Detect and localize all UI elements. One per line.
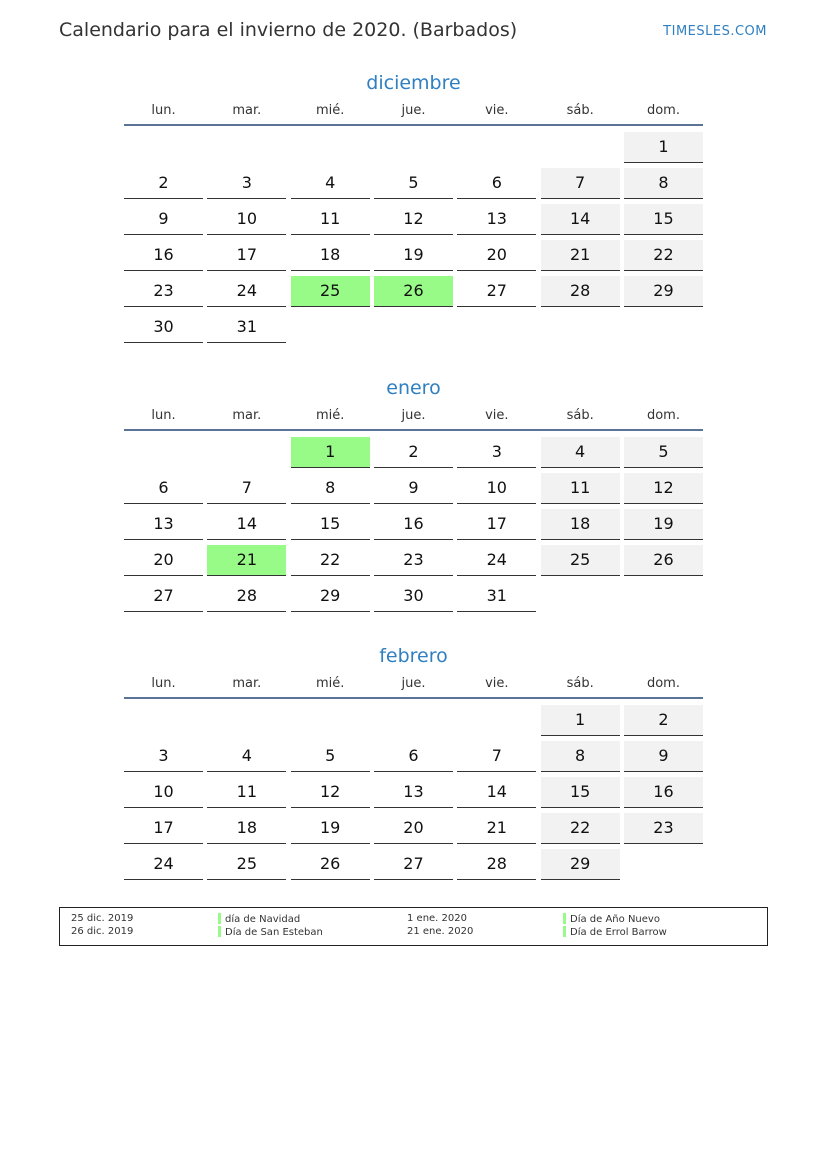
month-name: enero	[386, 377, 441, 399]
weekday-label: dom.	[646, 676, 680, 691]
day-cell: 3	[457, 437, 536, 468]
empty-cell	[374, 132, 453, 164]
day-cell: 16	[124, 240, 203, 271]
weekday-label: lun.	[151, 408, 176, 423]
legend-date: 25 dic. 2019	[71, 913, 134, 924]
empty-cell	[124, 705, 203, 737]
holiday-day-cell: 26	[374, 276, 453, 307]
weekday-header	[124, 98, 703, 126]
day-cell: 31	[207, 312, 286, 343]
holiday-swatch	[563, 913, 566, 924]
weekday-label: jue.	[401, 103, 426, 118]
weekday-label: vie.	[485, 103, 509, 118]
weekday-label: sáb.	[566, 408, 594, 423]
day-cell: 25	[541, 545, 620, 576]
empty-cell	[457, 705, 536, 737]
legend-label: Día de Errol Barrow	[570, 927, 667, 938]
empty-cell	[207, 132, 286, 164]
weekday-label: sáb.	[566, 676, 594, 691]
day-cell: 25	[207, 849, 286, 880]
day-cell: 21	[541, 240, 620, 271]
page-title: Calendario para el invierno de 2020. (Barbados)	[59, 19, 518, 41]
weekday-label: mar.	[232, 408, 262, 423]
empty-cell	[291, 705, 370, 737]
legend-item	[218, 926, 323, 938]
day-cell: 15	[624, 204, 703, 235]
day-cell: 18	[291, 240, 370, 271]
legend-date: 26 dic. 2019	[71, 926, 134, 937]
day-cell: 8	[291, 473, 370, 504]
day-cell: 27	[374, 849, 453, 880]
weekday-label: lun.	[151, 103, 176, 118]
day-cell: 12	[291, 777, 370, 808]
day-cell: 22	[541, 813, 620, 844]
day-cell: 17	[207, 240, 286, 271]
holiday-swatch	[563, 926, 566, 937]
day-cell: 14	[457, 777, 536, 808]
weekday-label: vie.	[485, 408, 509, 423]
day-cell: 9	[374, 473, 453, 504]
day-grid	[124, 437, 703, 613]
day-cell: 18	[207, 813, 286, 844]
empty-cell	[291, 132, 370, 164]
day-cell: 23	[624, 813, 703, 844]
day-cell: 2	[624, 705, 703, 736]
day-cell: 7	[457, 741, 536, 772]
day-cell: 18	[541, 509, 620, 540]
day-cell: 19	[291, 813, 370, 844]
day-cell: 28	[541, 276, 620, 307]
day-cell: 22	[624, 240, 703, 271]
day-cell: 14	[541, 204, 620, 235]
day-cell: 2	[124, 168, 203, 199]
month-calendar-january	[124, 373, 703, 613]
legend-item	[563, 926, 667, 938]
empty-cell	[374, 705, 453, 737]
day-cell: 23	[374, 545, 453, 576]
day-cell: 26	[291, 849, 370, 880]
day-cell: 9	[124, 204, 203, 235]
empty-cell	[457, 132, 536, 164]
holiday-day-cell: 21	[207, 545, 286, 576]
day-cell: 12	[374, 204, 453, 235]
day-cell: 13	[374, 777, 453, 808]
day-cell: 31	[457, 581, 536, 612]
day-cell: 2	[374, 437, 453, 468]
weekday-label: mié.	[315, 408, 345, 423]
legend-item	[563, 913, 660, 925]
weekday-header	[124, 671, 703, 699]
day-cell: 16	[374, 509, 453, 540]
holiday-legend	[59, 907, 768, 946]
empty-cell	[541, 132, 620, 164]
legend-label: día de Navidad	[225, 914, 301, 925]
day-cell: 5	[374, 168, 453, 199]
day-cell: 5	[624, 437, 703, 468]
day-cell: 27	[457, 276, 536, 307]
weekday-label: sáb.	[566, 103, 594, 118]
day-cell: 27	[124, 581, 203, 612]
weekday-label: mar.	[232, 103, 262, 118]
day-cell: 10	[124, 777, 203, 808]
weekday-label: mié.	[315, 103, 345, 118]
day-cell: 13	[457, 204, 536, 235]
day-cell: 16	[624, 777, 703, 808]
day-cell: 19	[624, 509, 703, 540]
day-cell: 24	[207, 276, 286, 307]
legend-date: 1 ene. 2020	[407, 913, 467, 924]
day-cell: 10	[207, 204, 286, 235]
day-cell: 8	[624, 168, 703, 199]
month-name: diciembre	[366, 72, 461, 94]
month-calendar-december	[124, 68, 703, 344]
empty-cell	[124, 437, 203, 469]
day-cell: 14	[207, 509, 286, 540]
weekday-label: mié.	[315, 676, 345, 691]
weekday-label: dom.	[646, 408, 680, 423]
day-cell: 4	[207, 741, 286, 772]
weekday-label: jue.	[401, 676, 426, 691]
day-cell: 6	[374, 741, 453, 772]
day-cell: 28	[207, 581, 286, 612]
month-calendar-february	[124, 641, 703, 881]
holiday-day-cell: 1	[291, 437, 370, 468]
day-cell: 29	[291, 581, 370, 612]
empty-cell	[207, 705, 286, 737]
day-cell: 29	[541, 849, 620, 880]
weekday-label: vie.	[485, 676, 509, 691]
day-cell: 20	[124, 545, 203, 576]
day-cell: 29	[624, 276, 703, 307]
day-cell: 24	[457, 545, 536, 576]
day-cell: 11	[291, 204, 370, 235]
legend-label: Día de Año Nuevo	[570, 914, 660, 925]
day-cell: 9	[624, 741, 703, 772]
day-cell: 28	[457, 849, 536, 880]
day-grid	[124, 132, 703, 344]
day-cell: 13	[124, 509, 203, 540]
weekday-label: mar.	[232, 676, 262, 691]
legend-date: 21 ene. 2020	[407, 926, 474, 937]
day-cell: 17	[124, 813, 203, 844]
day-cell: 6	[457, 168, 536, 199]
day-cell: 17	[457, 509, 536, 540]
day-cell: 19	[374, 240, 453, 271]
day-cell: 4	[291, 168, 370, 199]
holiday-swatch	[218, 926, 221, 937]
holiday-swatch	[218, 913, 221, 924]
day-cell: 7	[207, 473, 286, 504]
day-cell: 30	[124, 312, 203, 343]
legend-label: Día de San Esteban	[225, 927, 323, 938]
day-grid	[124, 705, 703, 881]
day-cell: 11	[207, 777, 286, 808]
day-cell: 5	[291, 741, 370, 772]
day-cell: 15	[291, 509, 370, 540]
day-cell: 24	[124, 849, 203, 880]
day-cell: 6	[124, 473, 203, 504]
month-name: febrero	[379, 645, 448, 667]
brand-link[interactable]: TIMESLES.COM	[663, 24, 767, 39]
weekday-label: dom.	[646, 103, 680, 118]
weekday-label: jue.	[401, 408, 426, 423]
day-cell: 20	[374, 813, 453, 844]
day-cell: 22	[291, 545, 370, 576]
day-cell: 26	[624, 545, 703, 576]
day-cell: 3	[124, 741, 203, 772]
day-cell: 23	[124, 276, 203, 307]
day-cell: 3	[207, 168, 286, 199]
day-cell: 21	[457, 813, 536, 844]
day-cell: 15	[541, 777, 620, 808]
day-cell: 12	[624, 473, 703, 504]
day-cell: 1	[624, 132, 703, 163]
day-cell: 8	[541, 741, 620, 772]
day-cell: 10	[457, 473, 536, 504]
weekday-header	[124, 403, 703, 431]
holiday-day-cell: 25	[291, 276, 370, 307]
day-cell: 1	[541, 705, 620, 736]
day-cell: 11	[541, 473, 620, 504]
empty-cell	[207, 437, 286, 469]
day-cell: 30	[374, 581, 453, 612]
day-cell: 7	[541, 168, 620, 199]
empty-cell	[124, 132, 203, 164]
legend-item	[218, 913, 300, 925]
weekday-label: lun.	[151, 676, 176, 691]
day-cell: 4	[541, 437, 620, 468]
day-cell: 20	[457, 240, 536, 271]
